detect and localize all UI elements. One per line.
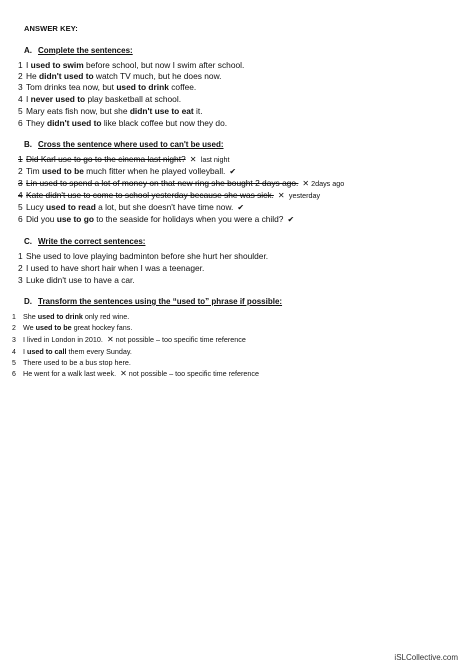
sentence: I used to have short hair when I was a teenager. bbox=[26, 263, 205, 273]
crossed-sentence: Did Karl use to go to the cinema last night? bbox=[26, 154, 186, 164]
line-number: 4 bbox=[12, 349, 16, 356]
line-number: 4 bbox=[18, 190, 23, 200]
line-number: 1 bbox=[18, 60, 23, 70]
text: like black coffee but now they do. bbox=[101, 118, 228, 128]
line-number: 2 bbox=[12, 325, 16, 332]
note: yesterday bbox=[288, 191, 321, 200]
section-c-letter: C. bbox=[24, 237, 32, 246]
line-number: 5 bbox=[18, 202, 23, 212]
line-number: 3 bbox=[18, 178, 23, 188]
sentence: He went for a walk last week. bbox=[23, 369, 117, 378]
answer: used to call bbox=[27, 347, 67, 356]
text: much fitter when he played volleyball. bbox=[83, 166, 226, 176]
cross-icon: ✕ bbox=[189, 155, 197, 164]
note: last night bbox=[200, 155, 230, 164]
answer: never used to bbox=[30, 94, 86, 104]
section-b-line-6 bbox=[18, 214, 294, 225]
sentence: Luke didn't use to have a car. bbox=[26, 275, 135, 285]
answer: didn't used to bbox=[39, 71, 94, 81]
section-a-title: Complete the sentences: bbox=[38, 46, 133, 55]
answer: used to read bbox=[46, 202, 96, 212]
section-a-line-6 bbox=[18, 118, 227, 129]
line-number: 3 bbox=[18, 82, 23, 92]
line-number: 3 bbox=[18, 275, 23, 285]
answer-key-title: ANSWER KEY: bbox=[24, 24, 78, 33]
line-number: 2 bbox=[18, 71, 23, 81]
answer: used to swim bbox=[30, 60, 84, 70]
check-icon: ✔ bbox=[287, 215, 295, 224]
answer: used to be bbox=[35, 323, 72, 332]
line-number: 1 bbox=[12, 314, 16, 321]
text: They bbox=[26, 118, 47, 128]
section-a-line-5 bbox=[18, 106, 203, 117]
line-number: 1 bbox=[18, 154, 23, 164]
cross-icon: ✕ bbox=[120, 369, 127, 378]
text: a lot, but she doesn't have time now. bbox=[95, 202, 234, 212]
text: it. bbox=[193, 106, 203, 116]
line-number: 1 bbox=[18, 251, 23, 261]
text: I bbox=[26, 94, 31, 104]
section-c-title: Write the correct sentences: bbox=[38, 237, 146, 246]
line-number: 5 bbox=[12, 360, 16, 367]
line-number: 6 bbox=[18, 118, 23, 128]
section-d-heading bbox=[24, 297, 282, 306]
section-d-line-6 bbox=[12, 368, 259, 380]
note: not possible – too specific time reference bbox=[128, 369, 260, 378]
cross-icon: ✕ bbox=[277, 191, 285, 200]
text: play basketball at school. bbox=[85, 94, 182, 104]
text: We bbox=[23, 323, 36, 332]
text: She bbox=[23, 312, 38, 321]
text: great hockey fans. bbox=[71, 323, 133, 332]
crossed-sentence: Lin used to spend a lot of money on that new ring she bought 2 days ago. bbox=[26, 178, 299, 188]
section-b-line-2 bbox=[18, 166, 236, 177]
text: I bbox=[23, 347, 27, 356]
section-a-letter: A. bbox=[24, 46, 32, 55]
section-c-line-1 bbox=[18, 251, 268, 262]
cross-icon: ✕ bbox=[106, 335, 114, 344]
section-b-heading bbox=[24, 140, 224, 149]
section-c-line-2 bbox=[18, 263, 204, 274]
text: them every Sunday. bbox=[66, 347, 132, 356]
sentence: She used to love playing badminton before she hurt her shoulder. bbox=[26, 251, 269, 261]
section-d-line-3 bbox=[12, 334, 246, 346]
text: I bbox=[26, 60, 31, 70]
text: Did you bbox=[26, 214, 57, 224]
section-a-line-1 bbox=[18, 60, 244, 71]
section-d-letter: D. bbox=[24, 297, 32, 306]
section-b-title: Cross the sentence where used to can't be used: bbox=[38, 140, 224, 149]
text: He bbox=[26, 71, 40, 81]
check-icon: ✔ bbox=[229, 167, 237, 176]
section-c-heading bbox=[24, 237, 145, 246]
line-number: 2 bbox=[18, 263, 23, 273]
answer: used to drink bbox=[116, 82, 169, 92]
check-icon: ✔ bbox=[237, 203, 245, 212]
crossed-sentence: Kate didn't use to come to school yesterday because she was sick. bbox=[26, 190, 274, 200]
section-b-line-3 bbox=[18, 178, 344, 189]
text: Mary eats fish now, but she bbox=[26, 106, 130, 116]
text: Tom drinks tea now, but bbox=[26, 82, 117, 92]
section-a-line-4 bbox=[18, 94, 181, 105]
section-b-letter: B. bbox=[24, 140, 32, 149]
text: watch TV much, but he does now. bbox=[93, 71, 222, 81]
note: 2days ago bbox=[311, 179, 345, 188]
section-d-title: Transform the sentences using the “used to” phrase if possible: bbox=[38, 297, 283, 306]
note: not possible – too specific time reference bbox=[115, 335, 246, 344]
answer: use to go bbox=[56, 214, 94, 224]
text: Lucy bbox=[26, 202, 47, 212]
section-b-line-1 bbox=[18, 154, 230, 165]
line-number: 6 bbox=[12, 371, 16, 378]
answer: used to drink bbox=[37, 312, 83, 321]
section-a-line-3 bbox=[18, 82, 196, 93]
text: to the seaside for holidays when you were a child? bbox=[93, 214, 284, 224]
section-b-line-4 bbox=[18, 190, 320, 201]
section-a-line-2 bbox=[18, 71, 221, 82]
line-number: 2 bbox=[18, 166, 23, 176]
line-number: 4 bbox=[18, 94, 23, 104]
line-number: 3 bbox=[12, 337, 16, 344]
section-c-line-3 bbox=[18, 275, 135, 286]
text: coffee. bbox=[168, 82, 197, 92]
line-number: 5 bbox=[18, 106, 23, 116]
section-a-heading bbox=[24, 46, 133, 55]
answer: didn't used to bbox=[46, 118, 102, 128]
cross-icon: ✕ bbox=[302, 179, 310, 188]
sentence: There used to be a bus stop here. bbox=[23, 358, 131, 367]
text: before school, but now I swim after school. bbox=[83, 60, 245, 70]
section-b-line-5 bbox=[18, 202, 244, 213]
text: Tim bbox=[26, 166, 42, 176]
site-watermark: iSLCollective.com bbox=[394, 653, 458, 662]
answer: didn't use to eat bbox=[129, 106, 194, 116]
section-d-line-2 bbox=[12, 322, 132, 334]
line-number: 6 bbox=[18, 214, 23, 224]
sentence: I lived in London in 2010. bbox=[23, 335, 103, 344]
text: only red wine. bbox=[82, 312, 130, 321]
answer: used to be bbox=[41, 166, 84, 176]
